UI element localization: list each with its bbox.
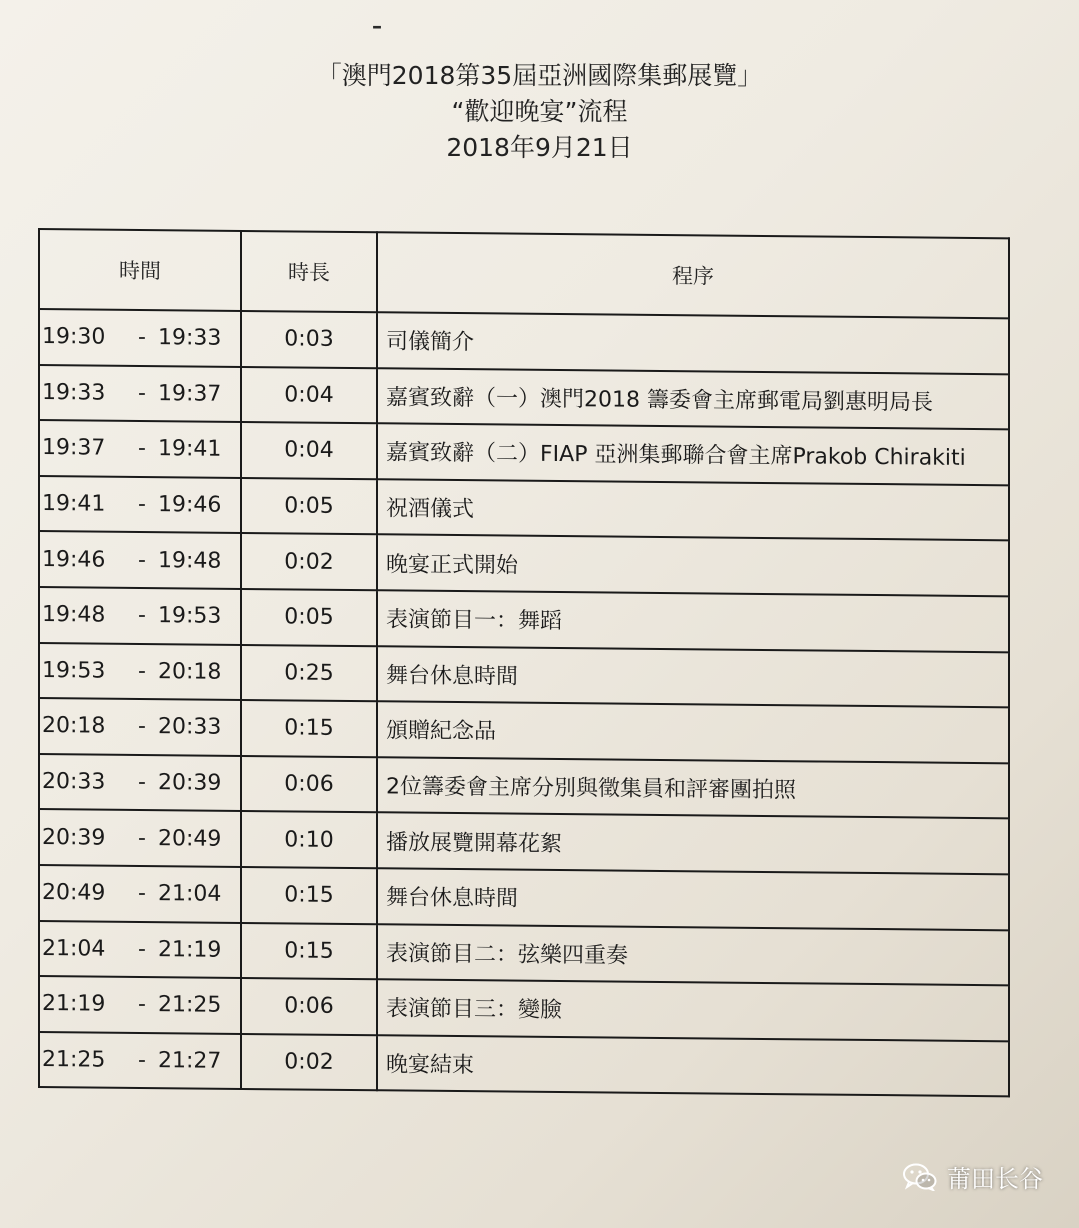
time-separator: - (138, 936, 146, 962)
time-separator: - (138, 492, 146, 518)
time-separator: - (138, 325, 146, 351)
end-time: 19:48 (158, 547, 222, 574)
schedule-table (38, 228, 1010, 1098)
table-row (39, 476, 1009, 541)
end-time: 21:25 (158, 992, 222, 1019)
document-subtitle: “歡迎晚宴”流程 (451, 97, 628, 126)
duration-cell: 0:15 (241, 700, 377, 757)
duration-cell: 0:10 (241, 811, 377, 868)
end-time: 19:33 (158, 325, 222, 352)
end-time: 21:19 (158, 936, 222, 963)
table-row (39, 754, 1009, 819)
duration-cell: 0:15 (241, 922, 377, 979)
column-header-program: 程序 (377, 232, 1009, 318)
time-separator: - (138, 825, 146, 851)
end-time: 21:27 (158, 1048, 222, 1074)
time-range-cell (39, 587, 241, 645)
start-time: 20:33 (42, 769, 106, 795)
start-time: 19:30 (42, 324, 106, 350)
time-separator: - (138, 714, 146, 740)
time-range-cell (39, 809, 241, 867)
end-time: 20:49 (158, 825, 222, 852)
wechat-icon (903, 1163, 937, 1191)
column-header-duration: 時長 (241, 231, 377, 312)
table-row (39, 976, 1009, 1041)
start-time: 21:04 (42, 935, 106, 962)
program-cell: 司儀簡介 (377, 312, 1009, 374)
time-separator: - (138, 603, 146, 629)
start-time: 21:25 (42, 1047, 106, 1073)
time-separator: - (138, 992, 146, 1018)
duration-cell: 0:06 (241, 978, 377, 1035)
program-cell: 表演節目一：舞蹈 (377, 590, 1009, 652)
end-time: 20:18 (158, 659, 222, 685)
document-title: 「澳門2018第35屆亞洲國際集郵展覽」 (316, 61, 763, 90)
column-header-time: 時間 (39, 229, 241, 311)
duration-cell: 0:04 (241, 367, 377, 424)
time-separator: - (138, 770, 146, 796)
end-time: 20:39 (158, 770, 222, 796)
time-range-cell (39, 921, 241, 979)
end-time: 19:46 (158, 492, 222, 518)
table-row (39, 1032, 1009, 1097)
duration-cell: 0:04 (241, 422, 377, 479)
program-cell: 2位籌委會主席分別與徵集員和評審團拍照 (377, 757, 1009, 819)
time-range-cell (39, 476, 241, 534)
time-range-cell (39, 531, 241, 589)
table-row (39, 865, 1009, 930)
duration-cell: 0:05 (241, 589, 377, 646)
duration-cell: 0:25 (241, 645, 377, 702)
program-cell: 舞台休息時間 (377, 868, 1009, 930)
page-mark: – (372, 14, 382, 38)
duration-cell: 0:02 (241, 533, 377, 590)
watermark (903, 1159, 1043, 1194)
table-header-row (39, 229, 1009, 318)
table-row (39, 420, 1009, 485)
program-cell: 舞台休息時間 (377, 646, 1009, 708)
program-cell: 表演節目三：變臉 (377, 979, 1009, 1041)
table-row (39, 531, 1009, 596)
time-range-cell (39, 976, 241, 1034)
end-time: 20:33 (158, 714, 222, 741)
end-time: 19:41 (158, 436, 222, 463)
time-range-cell (39, 309, 241, 367)
time-range-cell (39, 365, 241, 423)
program-cell: 表演節目二：弦樂四重奏 (377, 924, 1009, 986)
time-range-cell (39, 420, 241, 478)
table-row (39, 365, 1009, 430)
start-time: 21:19 (42, 991, 106, 1018)
program-cell: 嘉賓致辭（二）FIAP 亞洲集郵聯合會主席Prakob Chirakiti (377, 423, 1009, 485)
start-time: 19:46 (42, 546, 106, 573)
schedule-body (39, 309, 1009, 1097)
table-row (39, 643, 1009, 708)
start-time: 19:41 (42, 491, 106, 517)
program-cell: 嘉賓致辭（一）澳門2018 籌委會主席郵電局劉惠明局長 (377, 368, 1009, 430)
document-date: 2018年9月21日 (446, 133, 633, 162)
time-range-cell (39, 865, 241, 923)
table-row (39, 809, 1009, 874)
start-time: 20:39 (42, 824, 106, 851)
time-separator: - (138, 658, 146, 684)
table-row (39, 587, 1009, 652)
end-time: 21:04 (158, 881, 222, 907)
program-cell: 晚宴正式開始 (377, 535, 1009, 597)
time-range-cell (39, 754, 241, 812)
program-cell: 播放展覽開幕花絮 (377, 813, 1009, 875)
time-separator: - (138, 547, 146, 573)
duration-cell: 0:05 (241, 478, 377, 535)
start-time: 20:49 (42, 880, 106, 906)
start-time: 19:48 (42, 602, 106, 628)
duration-cell: 0:03 (241, 311, 377, 368)
start-time: 20:18 (42, 713, 106, 740)
table-row (39, 309, 1009, 374)
start-time: 19:37 (42, 435, 106, 462)
end-time: 19:53 (158, 603, 222, 630)
start-time: 19:53 (42, 657, 106, 684)
program-cell: 頒贈紀念品 (377, 701, 1009, 763)
watermark-text: 莆田长谷 (947, 1165, 1043, 1193)
duration-cell: 0:06 (241, 756, 377, 813)
document-header (0, 58, 1079, 166)
duration-cell: 0:02 (241, 1034, 377, 1091)
program-cell: 祝酒儀式 (377, 479, 1009, 541)
time-range-cell (39, 698, 241, 756)
time-range-cell (39, 643, 241, 701)
time-separator: - (138, 380, 146, 406)
time-separator: - (138, 436, 146, 462)
duration-cell: 0:15 (241, 867, 377, 924)
time-separator: - (138, 881, 146, 907)
table-row (39, 921, 1009, 986)
end-time: 19:37 (158, 381, 222, 407)
time-range-cell (39, 1032, 241, 1090)
program-cell: 晚宴結束 (377, 1035, 1009, 1097)
start-time: 19:33 (42, 379, 106, 406)
table-row (39, 698, 1009, 763)
time-separator: - (138, 1047, 146, 1074)
